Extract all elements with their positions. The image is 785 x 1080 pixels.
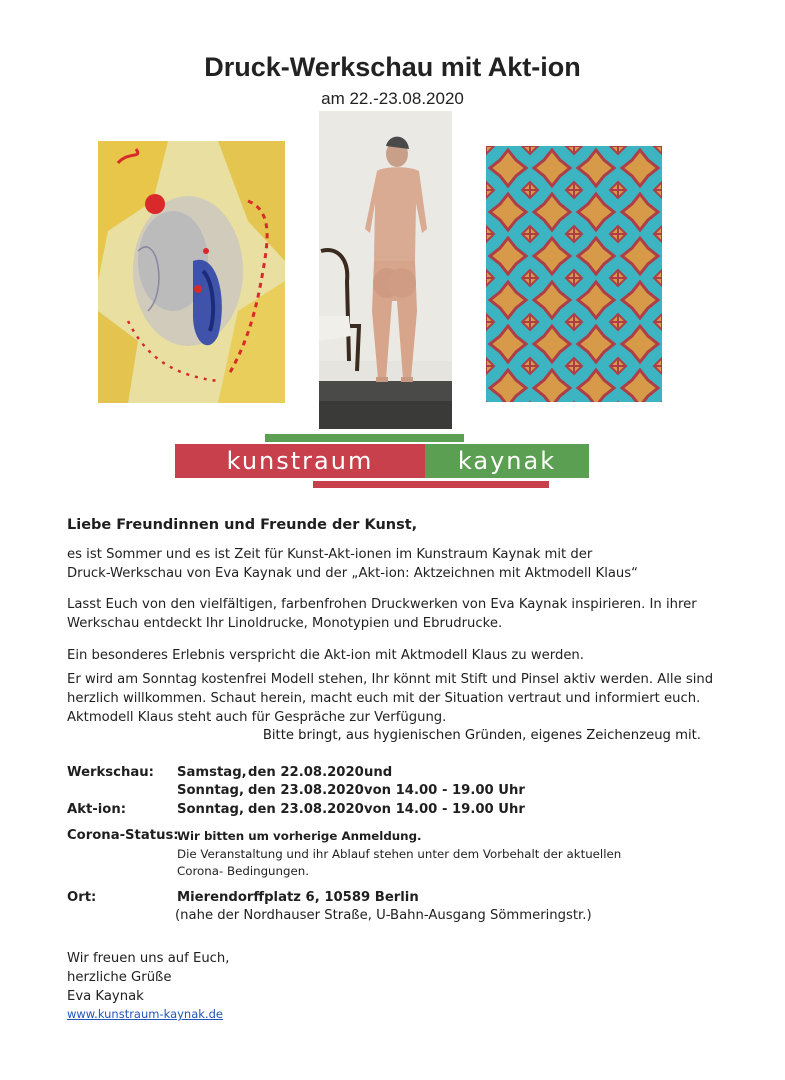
paragraph-line: Ein besonderes Erlebnis verspricht die Akt-ion mit Aktmodell Klaus zu werden. [67,648,584,663]
paragraph-hygiene: Bitte bringt, aus hygienischen Gründen, eigenes Zeichenzeug mit. [262,728,701,743]
paragraph-line: Lasst Euch von den vielfältigen, farbenfrohen Druckwerken von Eva Kaynak inspirieren. In ihrer [67,597,697,612]
schedule-day: Sonntag, [177,783,244,798]
schedule-time: und [364,765,393,780]
corona-note: Corona- Bedingungen. [177,864,309,878]
page-title: Druck-Werkschau mit Akt-ion [204,52,581,82]
corona-label: Corona-Status: [67,828,179,843]
logo-bar-top [265,434,464,442]
model-photo [319,111,452,429]
schedule-date: den 23.08.2020 [248,783,364,798]
schedule-time: von 14.00 - 19.00 Uhr [364,802,525,817]
signature: Eva Kaynak [67,989,144,1004]
logo-kaynak: kaynak [425,444,589,478]
paragraph-line: es ist Sommer und es ist Zeit für Kunst-Akt-ionen im Kunstraum Kaynak mit der [67,547,593,562]
paragraph-prints [67,595,727,633]
closing-line: herzliche Grüße [67,970,172,985]
abstract-print-image [98,141,285,403]
paragraph-highlight [67,646,727,665]
schedule-day: Sonntag, [177,802,244,817]
logo-kunstraum: kunstraum [175,444,425,478]
paragraph-line: herzlich willkommen. Schaut herein, macht euch mit der Situation vertraut und informiert euch. [67,691,701,706]
paragraph-model [67,670,727,727]
corona-note: Die Veranstaltung und ihr Ablauf stehen unter dem Vorbehalt der aktuellen [177,847,622,861]
schedule-date: den 23.08.2020 [248,802,364,817]
paragraph-line: Aktmodell Klaus steht auch für Gespräche zur Verfügung. [67,710,447,725]
paragraph-line: Druck-Werkschau von Eva Kaynak und der „Akt-ion: Aktzeichnen mit Aktmodell Klaus“ [67,566,638,581]
greeting-heading: Liebe Freundinnen und Freunde der Kunst, [67,517,418,533]
paragraph-intro [67,545,727,583]
paragraph-line: Werkschau entdeckt Ihr Linoldrucke, Monotypien und Ebrudrucke. [67,616,503,631]
werkschau-label: Werkschau: [67,765,154,780]
schedule-date: den 22.08.2020 [248,765,364,780]
aktion-label: Akt-ion: [67,802,126,817]
logo-bar-bottom [313,481,549,488]
ort-label: Ort: [67,890,97,905]
schedule-day: Samstag, [177,765,247,780]
paragraph-line: Er wird am Sonntag kostenfrei Modell stehen, Ihr könnt mit Stift und Pinsel aktiv werden. Alle sind [67,672,714,687]
website-link[interactable]: www.kunstraum-kaynak.de [67,1007,223,1021]
pattern-print-image [486,146,662,402]
closing-line: Wir freuen uns auf Euch, [67,951,230,966]
schedule-time: von 14.00 - 19.00 Uhr [364,783,525,798]
address-note: (nahe der Nordhauser Straße, U-Bahn-Ausgang Sömmeringstr.) [175,908,592,923]
corona-note: Wir bitten um vorherige Anmeldung. [177,829,422,843]
event-date: am 22.-23.08.2020 [321,89,464,108]
address: Mierendorffplatz 6, 10589 Berlin [177,890,419,905]
